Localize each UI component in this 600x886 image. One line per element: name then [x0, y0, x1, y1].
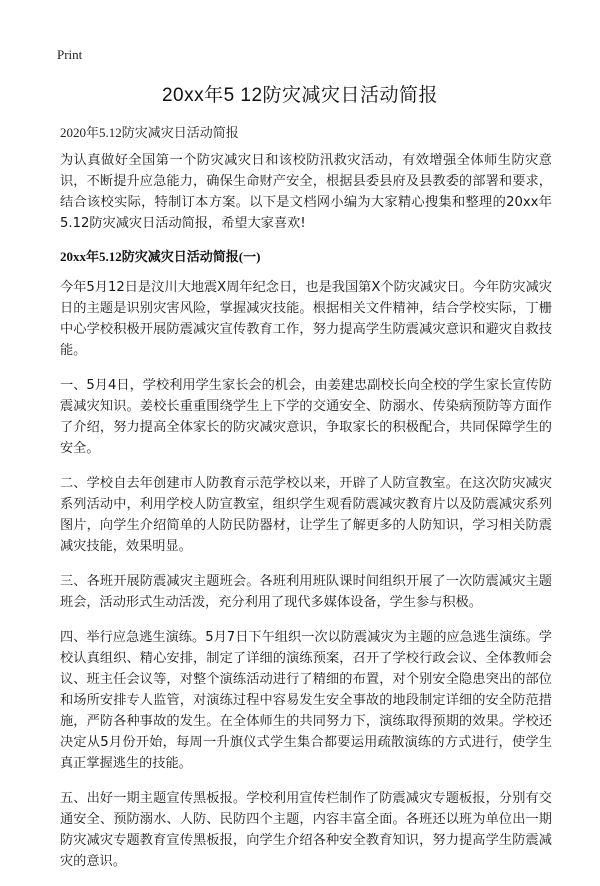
- body-paragraph: 五、出好一期主题宣传黑板报。学校利用宣传栏制作了防震减灾专题板报，分别有交通安全、预防溺水、人防、民防四个主题，内容丰富全面。各班还以班为单位出一期防灾减灾专题教育宣传黑板报，向学生介绍各种安全教育知识，努力提高学生防震减灾的意识。: [60, 791, 552, 869]
- body-paragraph: 一、5月4日，学校利用学生家长会的机会，由姜建忠副校长向全校的学生家长宣传防震减灾知识。姜校长重重围绕学生上下学的交通安全、防溺水、传染病预防等方面作了介绍，努力提高全体家长的防灾减灾意识，争取家长的积极配合，共同保障学生的安全。: [60, 378, 552, 456]
- body-paragraph: 今年5月12日是汶川大地震X周年纪念日，也是我国第X个防灾减灾日。今年防灾减灾日的主题是识别灾害风险，掌握减灾技能。根据相关文件精神，结合学校实际，丁栅中心学校积极开展防震减灾宣传教育工作，努力提高学生防震减灾意识和避灾自救技能。: [60, 280, 552, 358]
- document-body: [60, 150, 552, 886]
- intro-paragraph: 为认真做好全国第一个防灾减灾日和该校防汛救灾活动，有效增强全体师生防灾意识，不断提升应急能力，确保生命财产安全，根据县委县府及县教委的部署和要求，结合该校实际，特制订本方案。以下是文档网小编为大家精心搜集和整理的20xx年5.12防灾减灾日活动简报，希望大家喜欢!: [60, 153, 552, 231]
- page-title: 20xx年5 12防灾减灾日活动简报: [161, 85, 439, 106]
- print-link[interactable]: Print: [57, 47, 83, 62]
- body-paragraph: 四、举行应急逃生演练。5月7日下午组织一次以防震减灾为主题的应急逃生演练。学校认真组织、精心安排，制定了详细的演练预案，召开了学校行政会议、全体教师会议、班主任会议等，对整个演练活动进行了精细的布置，对个别安全隐患突出的部位和场所安排专人监管，对演练过程中容易发生安全事故的地段制定详细的安全防范措施，严防各种事故的发生。在全体师生的共同努力下，演练取得预期的效果。学校还决定从5月份开始，每周一升旗仪式学生集合都要运用疏散演练的方式进行，使学生真正掌握逃生的技能。: [60, 630, 552, 771]
- section-heading: 20xx年5.12防灾减灾日活动简报(一): [60, 249, 261, 264]
- document-subtitle: 2020年5.12防灾减灾日活动简报: [60, 125, 239, 140]
- body-paragraph: 二、学校自去年创建市人防教育示范学校以来，开辟了人防宣教室。在这次防灾减灾系列活动中，利用学校人防宣教室，组织学生观看防震减灾教育片以及防震减灾系列图片，向学生介绍简单的人防民防器材，让学生了解更多的人防知识，学习相关防震减灾技能，效果明显。: [60, 476, 552, 554]
- body-paragraph: 三、各班开展防震减灾主题班会。各班利用班队课时间组织开展了一次防震减灾主题班会，活动形式生动活泼，充分利用了现代多媒体设备，学生参与积极。: [60, 574, 552, 610]
